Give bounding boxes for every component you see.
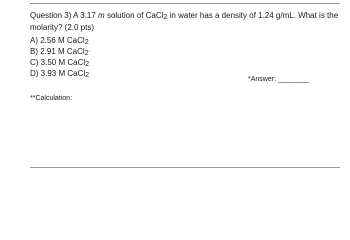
option-b[interactable] [30,47,89,58]
bottom-divider [30,167,340,168]
molality-unit: m [98,11,105,20]
top-divider [30,3,340,4]
option-c[interactable] [30,58,89,69]
question-subscript: 2 [163,12,168,22]
option-b-subscript: 2 [84,48,89,58]
option-d[interactable] [30,69,89,80]
option-d-label: D) 3.93 M CaCl [30,69,86,79]
calculation-label: **Calculation: [30,95,73,102]
option-c-subscript: 2 [85,59,90,69]
question-text [30,10,342,33]
option-d-subscript: 2 [85,70,90,80]
question-suffix: in water has a density of 1.24 g/mL. What is the molarity? (2.0 pts) [30,11,339,33]
answer-field[interactable]: *Answer: ________ [248,76,310,83]
question-prefix: Question 3) A 3.17 [30,11,99,20]
option-a-subscript: 2 [84,37,89,47]
option-a[interactable] [30,36,89,47]
option-a-label: A) 2.56 M CaCl [30,36,85,45]
option-b-label: B) 2.91 M CaCl [30,47,85,57]
option-c-label: C) 3.50 M CaCl [30,58,86,68]
answer-options [30,36,89,80]
question-middle: solution of CaCl [104,11,164,20]
